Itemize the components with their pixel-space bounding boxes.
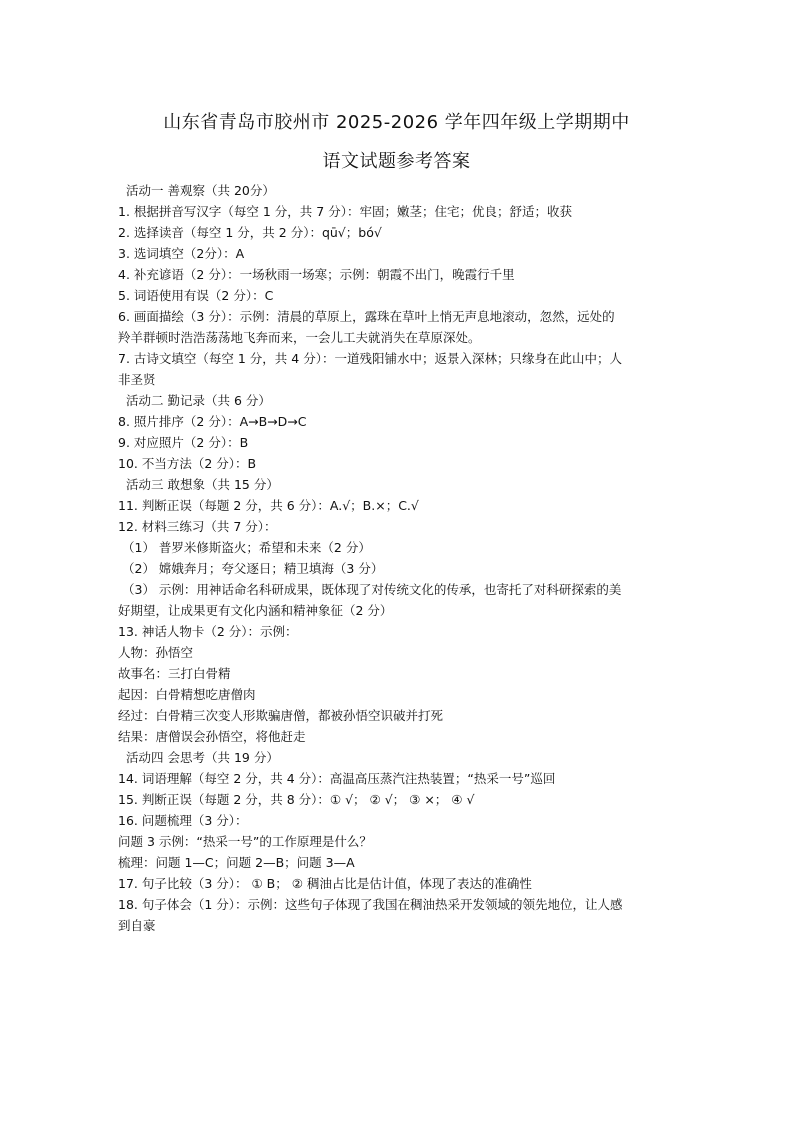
answer-lines xyxy=(118,180,680,936)
answer-line-continuation: 起因：白骨精想吃唐僧肉 xyxy=(118,687,256,702)
answer-line-continuation: 梳理：问题 1—C；问题 2—B；问题 3—A xyxy=(118,855,355,870)
answer-line: 4. 补充谚语（2 分）：一场秋雨一场寒；示例：朝霞不出门，晚霞行千里 xyxy=(118,267,515,282)
section-heading: 活动二 勤记录（共 6 分） xyxy=(126,393,271,408)
answer-line: 3. 选词填空（2分）：A xyxy=(118,246,245,261)
section-heading: 活动三 敢想象（共 15 分） xyxy=(126,477,279,492)
answer-line: 9. 对应照片（2 分）：B xyxy=(118,435,249,450)
answer-line-continuation: 到自豪 xyxy=(118,918,156,933)
answer-line: 5. 词语使用有误（2 分）：C xyxy=(118,288,274,303)
answer-line: 6. 画面描绘（3 分）：示例：清晨的草原上，露珠在草叶上悄无声息地滚动，忽然，远处的 xyxy=(118,309,615,324)
answer-line: 13. 神话人物卡（2 分）：示例： xyxy=(118,624,298,639)
answer-line-continuation: 问题 3 示例：“热采一号”的工作原理是什么？ xyxy=(118,834,372,849)
answer-line: 10. 不当方法（2 分）：B xyxy=(118,456,257,471)
answer-line-continuation: 羚羊群顿时浩浩荡荡地飞奔而来，一会儿工夫就消失在草原深处。 xyxy=(118,330,481,345)
answer-line: 2. 选择读音（每空 1 分，共 2 分）：qū√；bó√ xyxy=(118,225,382,240)
answer-line: 17. 句子比较（3 分）： ① B； ② 稠油占比是估计值，体现了表达的准确性 xyxy=(118,876,532,891)
answer-line-continuation: 人物：孙悟空 xyxy=(118,645,194,660)
answer-line: 7. 古诗文填空（每空 1 分，共 4 分）：一道残阳铺水中；返景入深林；只缘身在此山中；人 xyxy=(118,351,622,366)
document-subtitle: 语文试题参考答案 xyxy=(322,151,471,172)
answer-line: 8. 照片排序（2 分）：A→B→D→C xyxy=(118,414,307,429)
answer-line: 14. 词语理解（每空 2 分，共 4 分）：高温高压蒸汽注热装置；“热采一号”巡回 xyxy=(118,771,556,786)
section-heading: 活动四 会思考（共 19 分） xyxy=(126,750,279,765)
answer-line: 15. 判断正误（每题 2 分，共 8 分）：① √； ② √； ③ ×； ④ √ xyxy=(118,792,475,807)
answer-line: 12. 材料三练习（共 7 分）： xyxy=(118,519,277,534)
answer-line: 18. 句子体会（1 分）：示例：这些句子体现了我国在稠油热采开发领域的领先地位，让人感 xyxy=(118,897,623,912)
answer-line-continuation: 故事名：三打白骨精 xyxy=(118,666,231,681)
answer-subline: （1） 普罗米修斯盗火；希望和未来（2 分） xyxy=(122,540,371,555)
section-heading: 活动一 善观察（共 20分） xyxy=(126,183,275,198)
answer-line-continuation: 好期望，让成果更有文化内涵和精神象征（2 分） xyxy=(118,603,393,618)
answer-line-continuation: 经过：白骨精三次变人形欺骗唐僧，都被孙悟空识破并打死 xyxy=(118,708,444,723)
answer-line: 16. 问题梳理（3 分）： xyxy=(118,813,248,828)
answer-line-continuation: 非圣贤 xyxy=(118,372,156,387)
document-title: 山东省青岛市胶州市 2025-2026 学年四年级上学期期中 xyxy=(163,112,630,133)
answer-line: 11. 判断正误（每题 2 分，共 6 分）：A.√；B.×；C.√ xyxy=(118,498,419,513)
answer-line-continuation: 结果：唐僧误会孙悟空，将他赶走 xyxy=(118,729,306,744)
answer-subline: （2） 嫦娥奔月；夸父逐日；精卫填海（3 分） xyxy=(122,561,384,576)
answer-subline: （3） 示例：用神话命名科研成果，既体现了对传统文化的传承，也寄托了对科研探索的美 xyxy=(122,582,622,597)
answer-line: 1. 根据拼音写汉字（每空 1 分，共 7 分）：牢固；嫩茎；住宅；优良；舒适；收获 xyxy=(118,204,572,219)
